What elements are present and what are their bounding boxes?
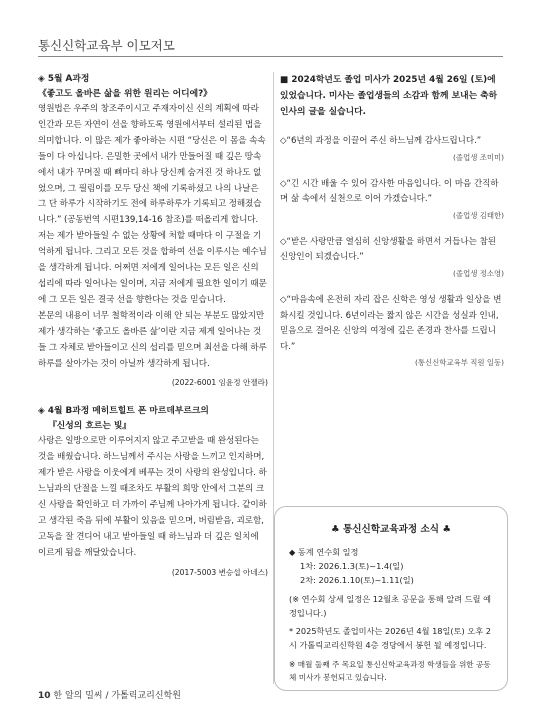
section-subtitle: 《좋고도 올바른 삶을 위한 원리는 어디에?》 <box>38 89 212 99</box>
page-footer <box>38 688 181 701</box>
notice-item: ◆ 동계 연수회 일정 <box>289 547 359 557</box>
section-title: ◈ 5월 A과정 <box>38 74 90 84</box>
quote-text: ◇“받은 사랑만큼 열심히 신앙생활을 하면서 거듭나는 참된 신앙인이 되겠습니다.” <box>280 236 497 263</box>
section-body <box>38 434 268 561</box>
graduation-title: ■ 2024학년도 졸업 미사가 2025년 4월 26일 (토)에 있었습니다. 미사는 졸업생들의 소감과 함께 보내는 축하 인사의 글을 실습니다. <box>280 75 498 117</box>
quote-block <box>280 134 504 163</box>
quote-text: ◇“6년의 과정을 이끌어 주신 하느님께 감사드립니다.” <box>280 136 482 146</box>
paragraph: 본문의 내용이 너무 철학적이라 이해 안 되는 부분도 많았지만 제가 생각하는 ‘좋고도 올바른 삶’이란 지금 제게 일어나는 것들 그 자체로 받아들이고 신의 섭리를 믿으며 최선을 다해 하루하루를 살아가는 것이 아닐까 생각하게 됩니다. <box>38 310 267 369</box>
quote-block <box>280 177 504 221</box>
footer-text: 한 알의 밀씨 / 가톨릭교리신학원 <box>53 691 181 701</box>
paragraph: 사랑은 일방으로만 이루어지지 않고 주고받을 때 완성된다는 것을 배웠습니다. 하느님께서 주시는 사랑을 느끼고 인지하며, 제가 받은 사랑을 이웃에게 베푸는 것이 사랑의 완성입니다. 하느님과의 단절을 느낄 때조차도 부활의 희망 안에서 그분의 크신 사랑을 확인하고 더 가까이 주님께 나아가게 됩니다. 같이하고 생각된 죽음 뒤에 부활이 있음을 믿으며, 버림받음, 괴로함, 고독을 잘 견디어 내고 받아들일 때 하느님과 더 깊은 일치에 이르게 됨을 깨달았습니다. <box>38 436 267 558</box>
section-title: ◈ 4월 B과정 메히트힐트 폰 마르데부르크의 <box>38 406 209 417</box>
quote-signature: (졸업생 정소영) <box>453 268 504 278</box>
section-subtitle: 『신성의 흐르는 빛』 <box>48 421 132 432</box>
quote-signature: (졸업생 조미미) <box>453 152 504 162</box>
notice-footnote: ※ 매월 둘째 주 목요일 통신신학교육과정 학생들을 위한 공동체 미사가 봉헌되고 있습니다. <box>289 660 491 683</box>
notice-box <box>274 506 508 691</box>
notice-subitem: 1차: 2026.1.3(토)~1.4(일) <box>300 561 404 572</box>
quote-text: ◇“긴 시간 배울 수 있어 감사한 마음입니다. 이 마음 간직하며 삶 속에서 실천으로 이어 가겠습니다.” <box>280 178 499 205</box>
notice-subitem: 2차: 2026.1.10(토)~1.11(일) <box>300 575 414 586</box>
author-signature: (2017-5003 변승섭 아네스) <box>171 567 268 577</box>
section-body <box>38 102 268 372</box>
author-signature: (2022-6001 임윤정 안젤라) <box>171 378 268 388</box>
quote-text: ◇“마음속에 온전히 자리 잡은 신학은 영성 생활과 일상을 변화시킬 것입니다. 6년이라는 짧지 않은 시간을 성실과 인내, 믿음으로 걸어온 신앙의 여정에 깊은 존경과 찬사를 드립니다.” <box>280 294 502 352</box>
paragraph: 영원법은 우주의 창조주이시고 주재자이신 신의 계획에 따라 인간과 모든 자연이 선을 향하도록 영원에서부터 설리된 법을 의미합니다. 이 많은 제가 좋아하는 시편 “당신은 이 몸을 속속들이 다 아십니다. 은밀한 곳에서 내가 만들어질 때 깊은 땅속에서 내가 꾸며질 때 뼈마디 하나 당신께 숨겨진 것 하나도 없었으며, 그 필림이를 모두 당신 책에 기록하셨고 나의 나날은 그 단 하루가 시작하기도 전에 하루하루가 기록되고 정해졌습니다.” (공동번역 시편139,14-16 참조)를 떠올리게 합니다. 저는 제가 받아들일 수 없는 상황에 처할 때마다 이 구절을 기억하게 됩니다. 그리고 모든 것을 합하여 선을 이루시는 예수님을 생각하게 됩니다. 어쩌면 저에게 일어나는 모든 일은 신의 섭리에 따라 일어나는 일이며, 지금 저에게 필요한 일이기 때문에 그 모든 일은 결국 선을 향한다는 것을 믿습니다. <box>38 104 267 305</box>
quote-signature: (졸업생 김태한) <box>453 210 504 220</box>
quote-signature: (통신신학교육부 직원 일동) <box>415 358 504 368</box>
notice-title: ♣ 통신신학교육과정 소식 ♣ <box>331 524 451 535</box>
notice-item: * 2025학년도 졸업미사는 2026년 4월 18일(토) 오후 2시 가톨릭교리신학원 4층 경당에서 봉헌 될 예정입니다. <box>289 626 491 651</box>
quote-block <box>280 235 504 279</box>
quote-block <box>280 293 504 368</box>
header-rule <box>38 56 503 57</box>
notice-item: (※ 연수회 상세 일정은 12월초 공문을 통해 알려 드릴 예정입니다.) <box>289 593 492 618</box>
right-column <box>280 72 504 368</box>
page-number: 10 <box>38 691 51 701</box>
page-header: 통신신학교육부 이모저모 <box>38 38 175 53</box>
left-column <box>38 72 268 580</box>
